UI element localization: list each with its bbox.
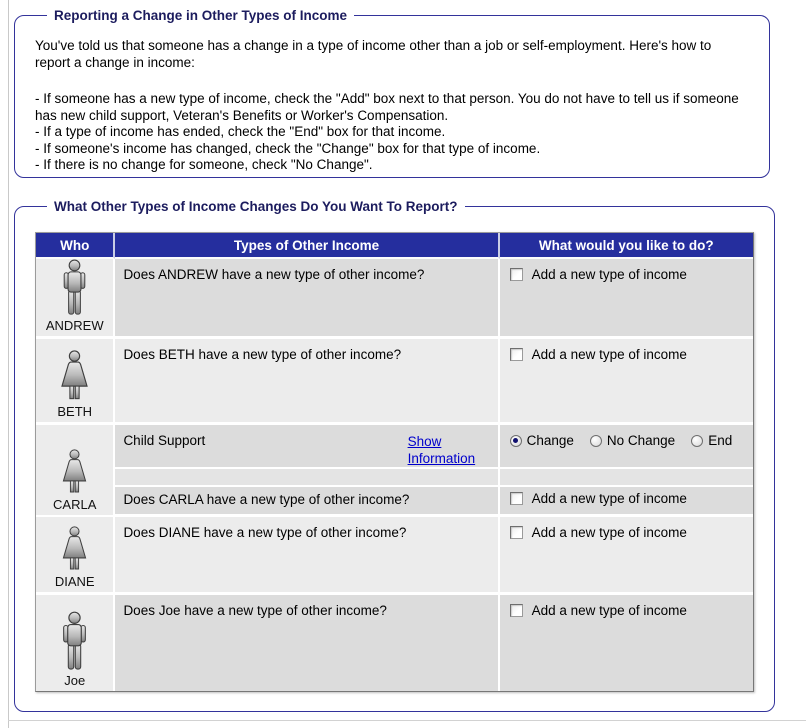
person-cell-diane [36,517,115,595]
income-changes-report-panel [14,199,775,712]
spacer-cell [115,469,499,487]
person-name: Joe [64,673,86,688]
income-changes-table [35,232,754,692]
add-income-option-carla[interactable] [510,491,753,506]
action-cell-joe [500,595,753,691]
question-cell-diane [115,517,499,595]
person-name: CARLA [53,497,97,512]
male-person-icon [56,259,93,316]
table-row-beth [36,339,753,425]
female-person-icon [57,350,92,402]
add-income-label: Add a new type of income [531,491,687,506]
question-text: Does Joe have a new type of other income? [123,603,387,618]
add-income-option-joe[interactable] [510,603,753,618]
spacer-cell [500,469,753,487]
table-header-row [36,233,753,259]
column-header-who: Who [36,233,115,259]
action-cell-andrew [500,259,753,339]
info-bullet-nochange: - If there is no change for someone, check "No Change". [35,157,373,172]
add-income-label: Add a new type of income [531,347,687,362]
question-text: Does DIANE have a new type of other income? [123,525,407,540]
add-income-checkbox[interactable] [510,526,523,539]
income-action-radiogroup [510,433,753,448]
person-name: ANDREW [45,318,104,333]
page-edge-line-bottom [8,720,806,721]
female-person-icon [59,526,90,572]
info-bullet-add: - If someone has a new type of income, check the "Add" box next to that person. You do not have to tell us if someone has new child support, Veteran's Benefits or Worker's Compensation. [35,91,739,123]
no-change-radio-label: No Change [606,433,676,448]
reporting-change-info-panel [14,8,770,178]
add-income-label: Add a new type of income [531,525,687,540]
end-radio[interactable] [691,435,703,447]
person-name: BETH [57,404,93,419]
person-name: DIANE [54,574,95,589]
column-header-action: What would you like to do? [500,233,753,259]
info-bullet-change: - If someone's income has changed, check the "Change" box for that type of income. [35,140,541,156]
end-radio-label: End [708,433,733,448]
person-cell-carla [36,425,115,517]
action-cell-diane [500,517,753,595]
question-text: Does CARLA have a new type of other income? [123,492,410,507]
report-panel-title: What Other Types of Income Changes Do You Want To Report? [54,199,458,214]
radio-option-change[interactable] [510,433,574,448]
add-income-option-beth[interactable] [510,347,753,362]
action-cell-beth [500,339,753,425]
page-edge-line-left [8,0,9,728]
female-person-icon [59,449,90,495]
person-cell-andrew [36,259,115,339]
info-panel-title: Reporting a Change in Other Types of Income [54,8,348,23]
table-row-diane [36,517,753,595]
radio-option-end[interactable] [691,433,732,448]
add-income-label: Add a new type of income [531,267,687,282]
table-row-carla-child-support [36,425,753,469]
action-cell-child-support [500,425,753,469]
question-text: Does ANDREW have a new type of other income? [123,267,425,282]
income-type-cell-child-support [115,425,499,469]
action-cell-carla [500,487,753,517]
add-income-option-andrew[interactable] [510,267,753,282]
table-row-andrew [36,259,753,339]
add-income-checkbox[interactable] [510,492,523,505]
show-information-link[interactable]: Show Information [407,434,476,466]
add-income-option-diane[interactable] [510,525,753,540]
change-radio-label: Change [526,433,574,448]
question-text: Does BETH have a new type of other income? [123,347,402,362]
table-row-carla-question [36,487,753,517]
info-intro-text: You've told us that someone has a change in a type of income other than a job or self-employment. Here's how to report a change in income: [35,38,712,70]
info-bullet-end: - If a type of income has ended, check the "End" box for that income. [35,124,446,139]
add-income-label: Add a new type of income [531,603,687,618]
add-income-checkbox[interactable] [510,604,523,617]
question-cell-joe [115,595,499,691]
add-income-checkbox[interactable] [510,348,523,361]
add-income-checkbox[interactable] [510,268,523,281]
income-type-label: Child Support [123,433,206,448]
change-radio[interactable] [510,435,522,447]
no-change-radio[interactable] [590,435,602,447]
question-cell-andrew [115,259,499,339]
radio-option-no-change[interactable] [590,433,675,448]
table-row-joe [36,595,753,691]
person-cell-joe [36,595,115,691]
male-person-icon [55,611,94,671]
question-cell-carla [115,487,499,517]
question-cell-beth [115,339,499,425]
column-header-income-types: Types of Other Income [115,233,499,259]
person-cell-beth [36,339,115,425]
table-row-carla-spacer [36,469,753,487]
